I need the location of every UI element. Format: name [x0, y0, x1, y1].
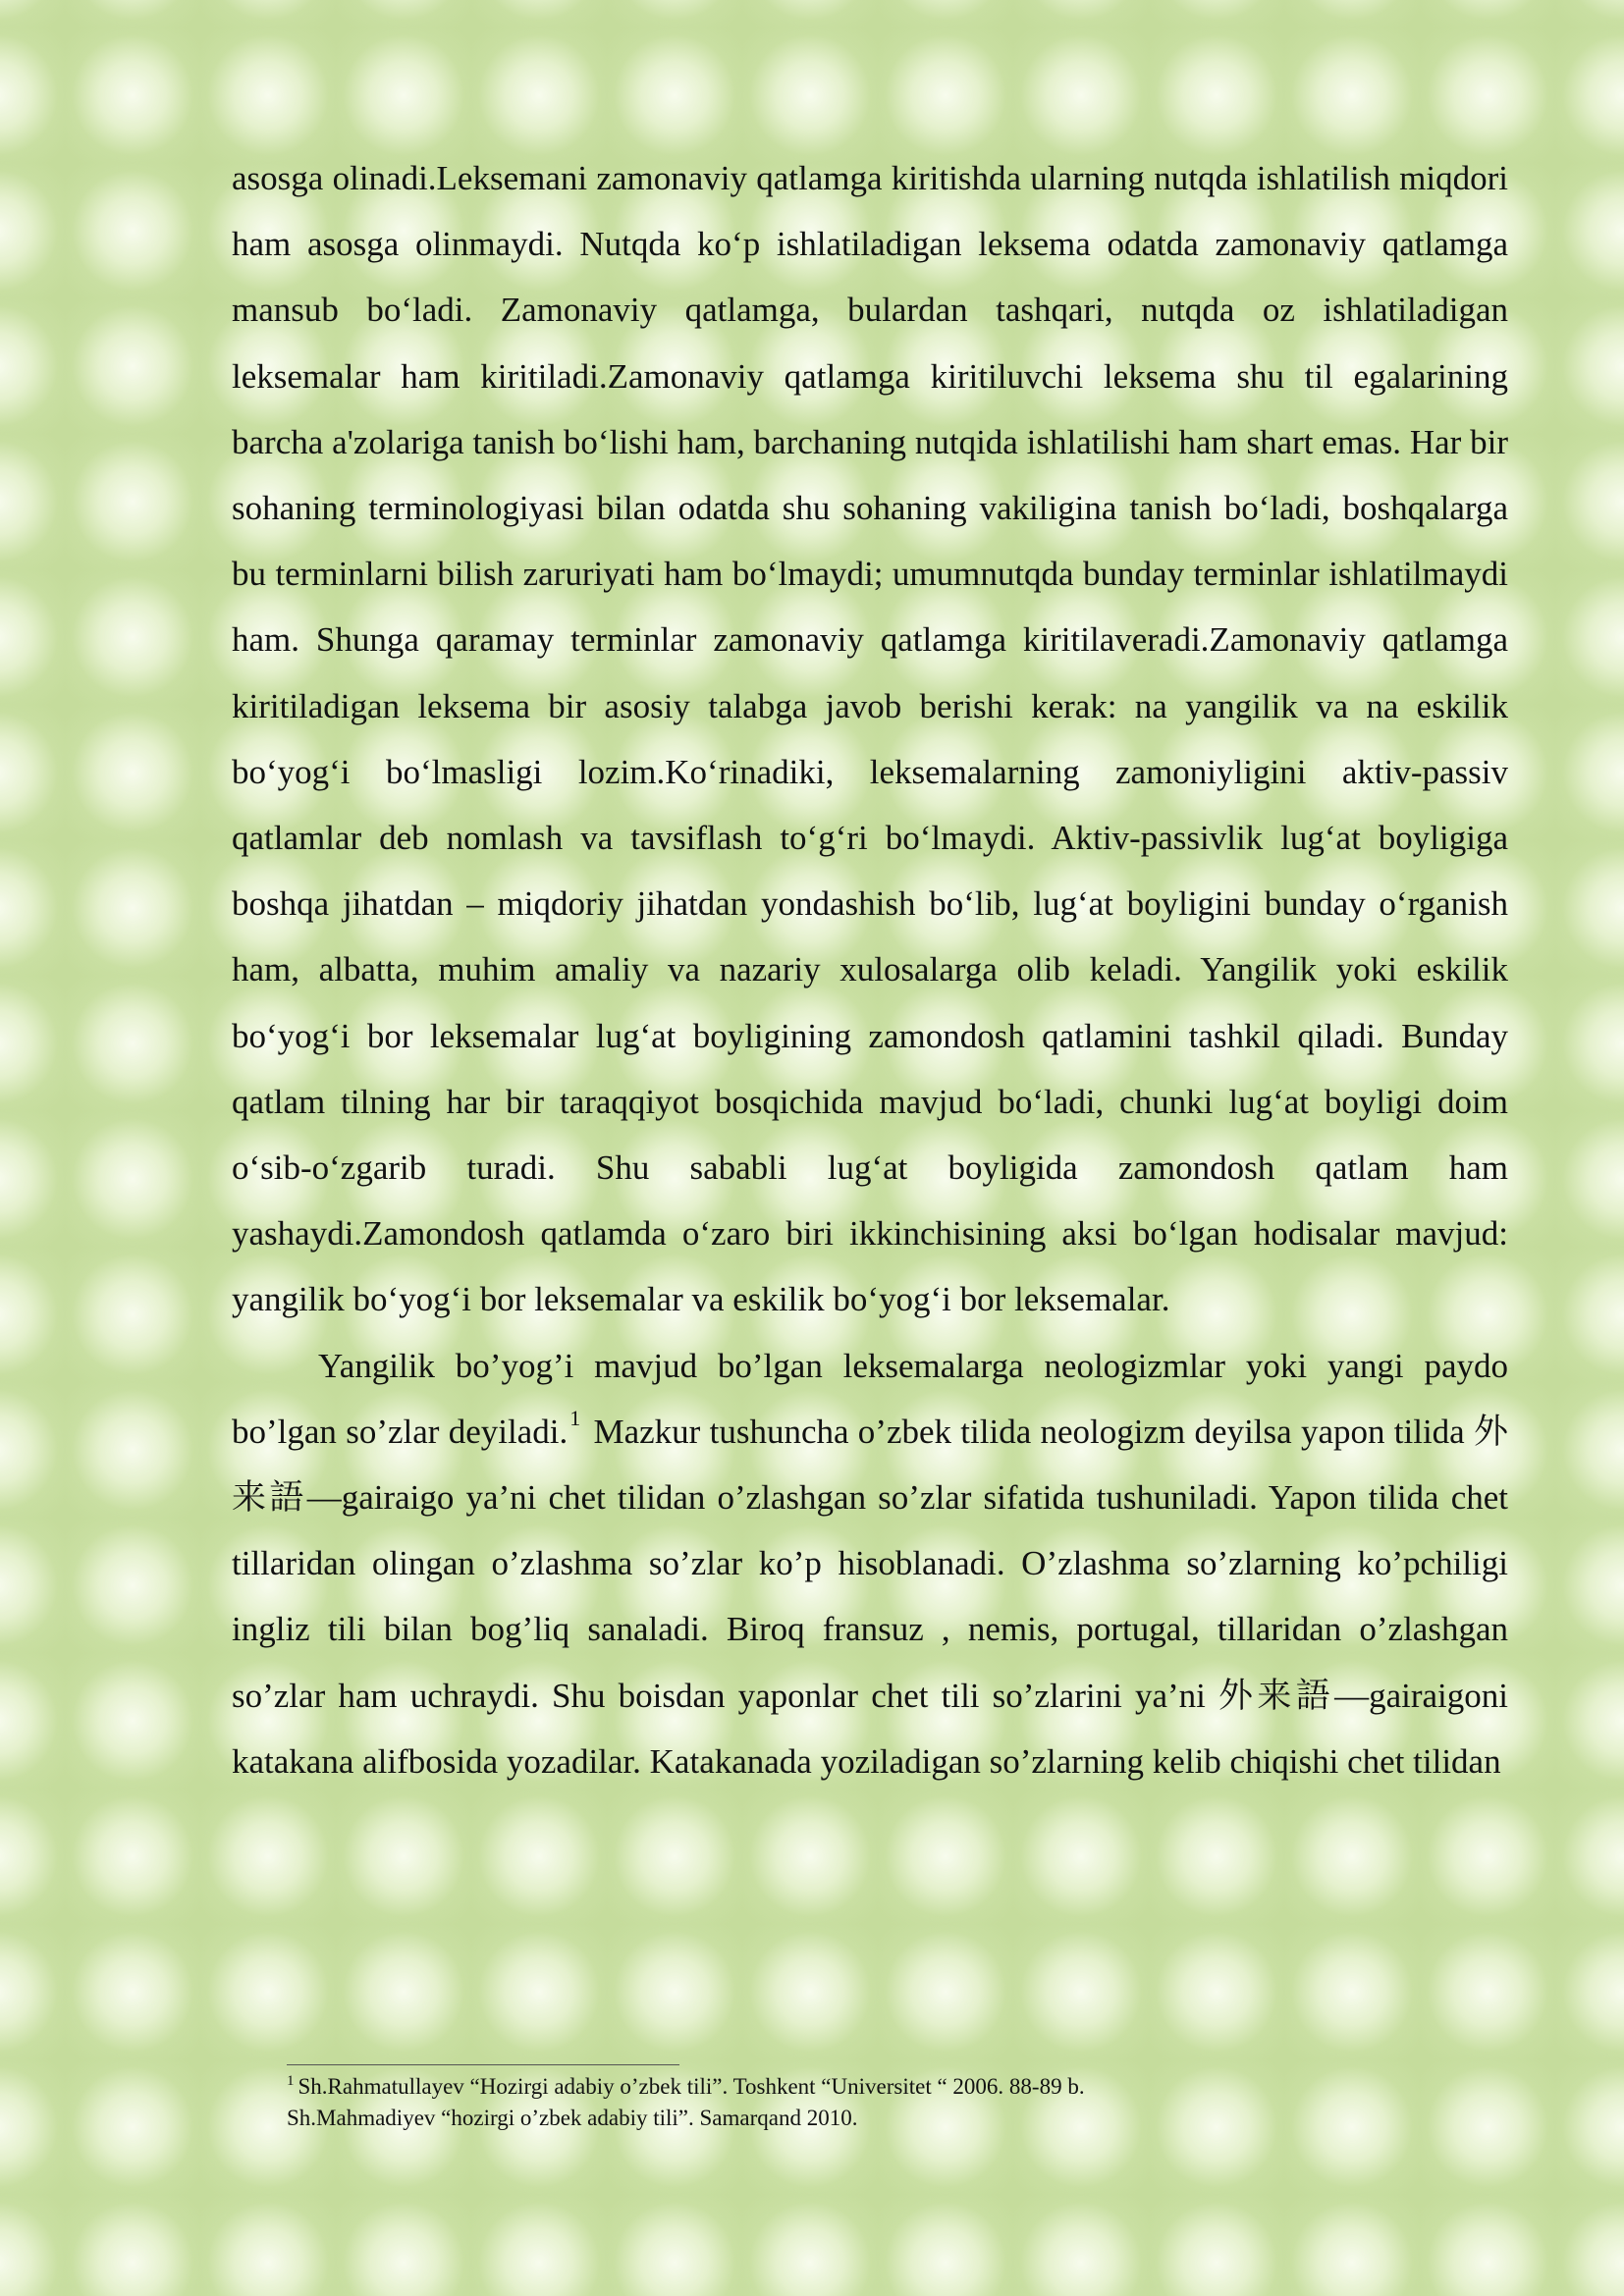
footnote-separator: [287, 2064, 679, 2065]
footnote-1: [287, 2071, 1465, 2103]
paragraph-2-text-b: Mazkur tushuncha o’zbek tilida neologizm deyilsa yapon tilida 外来語—gairaigo ya’ni chet tilidan o’zlashgan so’zlar sifatida tushuniladi. Yapon tilida chet tillaridan olingan o’zlashma so’zlar ko’p hisoblanadi. O’zlashma so’zlarning ko’pchiligi ingliz tili bilan bog’liq sanaladi. Biroq fransuz , nemis, portugal, tillaridan o’zlashgan so’zlar ham uchraydi. Shu boisdan yaponlar chet tili so’zlarini ya’ni 外来語—gairaigoni katakana alifbosida yozadilar. Katakanada yoziladigan so’zlarning kelib chiqishi chet tilidan: [232, 1412, 1508, 1781]
footnote-line-1: Sh.Rahmatullayev “Hozirgi adabiy o’zbek tili”. Toshkent “Universitet “ 2006. 88-89 b.: [298, 2074, 1085, 2099]
paragraph-2-text-a: Yangilik bo’yog’i mavjud bo’lgan leksemalarga neologizmlar yoki yangi paydo bo’lgan so’zlar deyiladi.: [232, 1346, 1508, 1451]
body-paragraph-1: asosga olinadi.Leksemani zamonaviy qatlamga kiritishda ularning nutqda ishlatilish miqdori ham asosga olinmaydi. Nutqda ko‘p ishlatiladigan leksema odatda zamonaviy qatlamga mansub bo‘ladi. Zamonaviy qatlamga, bulardan tashqari, nutqda oz ishlatiladigan leksemalar ham kiritiladi.Zamonaviy qatlamga kiritiluvchi leksema shu til egalarining barcha a'zolariga tanish bo‘lishi ham, barchaning nutqida ishlatilishi ham shart emas. Har bir sohaning terminologiyasi bilan odatda shu sohaning vakiligina tanish bo‘ladi, boshqalarga bu terminlarni bilish zaruriyati ham bo‘lmaydi; umumnutqda bunday terminlar ishlatilmaydi ham. Shunga qaramay terminlar zamonaviy qatlamga kiritilaveradi.Zamonaviy qatlamga kiritiladigan leksema bir asosiy talabga javob berishi kerak: na yangilik va na eskilik bo‘yog‘i bo‘lmasligi lozim.Ko‘rinadiki, leksemalarning zamoniyligini aktiv-passiv qatlamlar deb nomlash va tavsiflash to‘g‘ri bo‘lmaydi. Aktiv-passivlik lug‘at boyligiga boshqa jihatdan – miqdoriy jihatdan yondashish bo‘lib, lug‘at boyligini bunday o‘rganish ham, albatta, muhim amaliy va nazariy xulosalarga olib keladi. Yangilik yoki eskilik bo‘yog‘i bor leksemalar lug‘at boyligining zamondosh qatlamini tashkil qiladi. Bunday qatlam tilning har bir taraqqiyot bosqichida mavjud bo‘ladi, chunki lug‘at boyligi doim o‘sib-o‘zgarib turadi. Shu sababli lug‘at boyligida zamondosh qatlam ham yashaydi.Zamondosh qatlamda o‘zaro biri ikkinchisining aksi bo‘lgan hodisalar mavjud: yangilik bo‘yog‘i bor leksemalar va eskilik bo‘yog‘i bor leksemalar.: [232, 159, 1508, 1319]
body-paragraph-2: [232, 1333, 1508, 1794]
footnotes-section: [287, 2064, 1465, 2134]
footnote-line-2: Sh.Mahmadiyev “hozirgi o’zbek adabiy tili”. Samarqand 2010.: [287, 2106, 858, 2130]
footnote-number: 1: [287, 2073, 295, 2089]
footnote-reference[interactable]: 1: [569, 1405, 581, 1430]
page-body: [232, 145, 1508, 1794]
